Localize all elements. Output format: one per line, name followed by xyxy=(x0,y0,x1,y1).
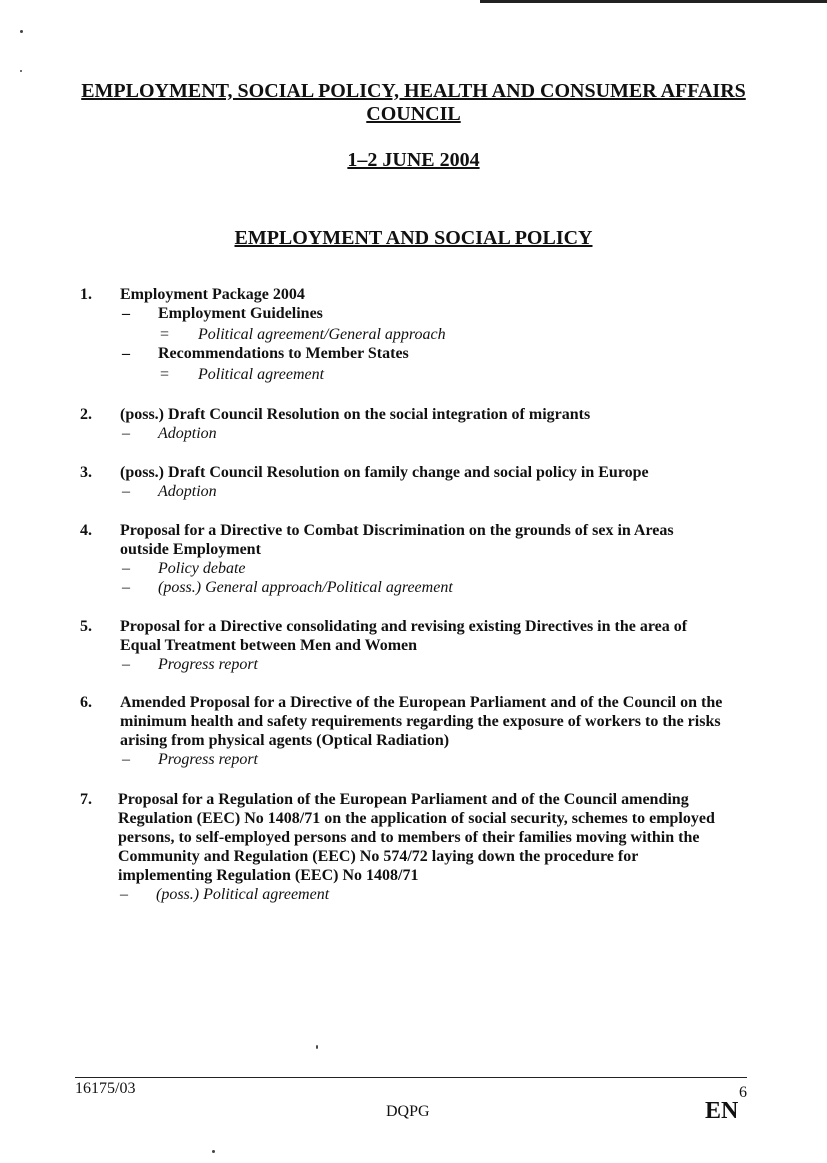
action-label: Policy debate xyxy=(158,560,246,577)
item-number: 6. xyxy=(80,694,92,711)
dash-marker: – xyxy=(120,886,128,903)
action-item xyxy=(118,885,770,904)
equals-marker: = xyxy=(160,326,170,343)
agenda-item-2 xyxy=(80,405,770,443)
action-label: Progress report xyxy=(158,751,258,768)
item-title-line: Proposal for a Directive to Combat Discrimination on the grounds of sex in Areas xyxy=(120,522,674,539)
item-title-line: Amended Proposal for a Directive of the European Parliament and of the Council on the xyxy=(120,694,723,711)
language-code: EN xyxy=(705,1098,739,1124)
agenda-item-7 xyxy=(80,790,770,904)
action-item xyxy=(120,559,770,578)
council-title xyxy=(0,80,827,126)
item-number: 1. xyxy=(80,286,92,303)
scan-speck xyxy=(20,70,22,72)
document-reference: 16175/03 xyxy=(75,1080,136,1097)
footer-rule xyxy=(75,1077,747,1078)
dash-marker: – xyxy=(122,656,130,673)
scan-speck xyxy=(316,1045,318,1049)
action-label: Adoption xyxy=(158,483,217,500)
item-number: 2. xyxy=(80,406,92,423)
dash-marker: – xyxy=(122,345,130,362)
agenda-item-6 xyxy=(80,693,770,769)
dash-marker: – xyxy=(122,751,130,768)
item-title-line: persons, to self-employed persons and to members of their families moving within the xyxy=(118,829,700,846)
dash-marker: – xyxy=(122,560,130,577)
agenda-item-4 xyxy=(80,521,770,597)
scan-speck xyxy=(20,30,23,33)
item-title: (poss.) Draft Council Resolution on the social integration of migrants xyxy=(120,406,591,423)
council-title-line2: COUNCIL xyxy=(366,103,461,125)
item-title-line: arising from physical agents (Optical Radiation) xyxy=(120,732,450,749)
agenda-item-3 xyxy=(80,463,770,501)
item-title-line: Proposal for a Directive consolidating and revising existing Directives in the area of xyxy=(120,618,688,635)
sub-sub-item xyxy=(120,325,770,344)
item-title-line: Proposal for a Regulation of the European Parliament and of the Council amending xyxy=(118,791,689,808)
council-title-line1: EMPLOYMENT, SOCIAL POLICY, HEALTH AND CONSUMER AFFAIRS xyxy=(81,80,746,102)
dash-marker: – xyxy=(122,425,130,442)
item-title-line: outside Employment xyxy=(120,541,261,558)
item-title: (poss.) Draft Council Resolution on family change and social policy in Europe xyxy=(120,464,649,481)
action-item xyxy=(120,424,770,443)
dash-marker: – xyxy=(122,579,130,596)
item-title-line: minimum health and safety requirements regarding the exposure of workers to the risks xyxy=(120,713,721,730)
item-number: 7. xyxy=(80,791,92,808)
action-label: Political agreement/General approach xyxy=(198,326,446,343)
section-heading: EMPLOYMENT AND SOCIAL POLICY xyxy=(234,227,593,249)
sub-item xyxy=(120,344,770,363)
item-title-line: Equal Treatment between Men and Women xyxy=(120,637,418,654)
action-item xyxy=(120,750,770,769)
action-label: (poss.) General approach/Political agreement xyxy=(158,579,453,596)
sub-item xyxy=(120,304,770,323)
sub-sub-item xyxy=(120,365,770,384)
action-item xyxy=(120,482,770,501)
scan-speck xyxy=(212,1150,215,1153)
dash-marker: – xyxy=(122,483,130,500)
item-number: 5. xyxy=(80,618,92,635)
agenda-item-5 xyxy=(80,617,770,674)
equals-marker: = xyxy=(160,366,170,383)
dash-marker: – xyxy=(122,305,130,322)
item-title-line: Regulation (EEC) No 1408/71 on the application of social security, schemes to employed xyxy=(118,810,715,827)
top-border-line xyxy=(480,0,827,3)
action-item xyxy=(120,578,770,597)
item-title-line: Community and Regulation (EEC) No 574/72 laying down the procedure for xyxy=(118,848,639,865)
item-title-line: implementing Regulation (EEC) No 1408/71 xyxy=(118,867,419,884)
action-label: Political agreement xyxy=(198,366,325,383)
item-number: 3. xyxy=(80,464,92,481)
department-code: DQPG xyxy=(386,1103,430,1120)
item-title: Employment Package 2004 xyxy=(120,286,305,303)
agenda-item-1 xyxy=(80,285,770,384)
action-label: Adoption xyxy=(158,425,217,442)
page-number: 6 xyxy=(739,1084,747,1101)
sub-item-label: Recommendations to Member States xyxy=(158,345,409,362)
action-item xyxy=(120,655,770,674)
sub-item-label: Employment Guidelines xyxy=(158,305,323,322)
item-number: 4. xyxy=(80,522,92,539)
action-label: Progress report xyxy=(158,656,258,673)
meeting-date: 1–2 JUNE 2004 xyxy=(347,149,480,171)
action-label: (poss.) Political agreement xyxy=(156,886,330,903)
